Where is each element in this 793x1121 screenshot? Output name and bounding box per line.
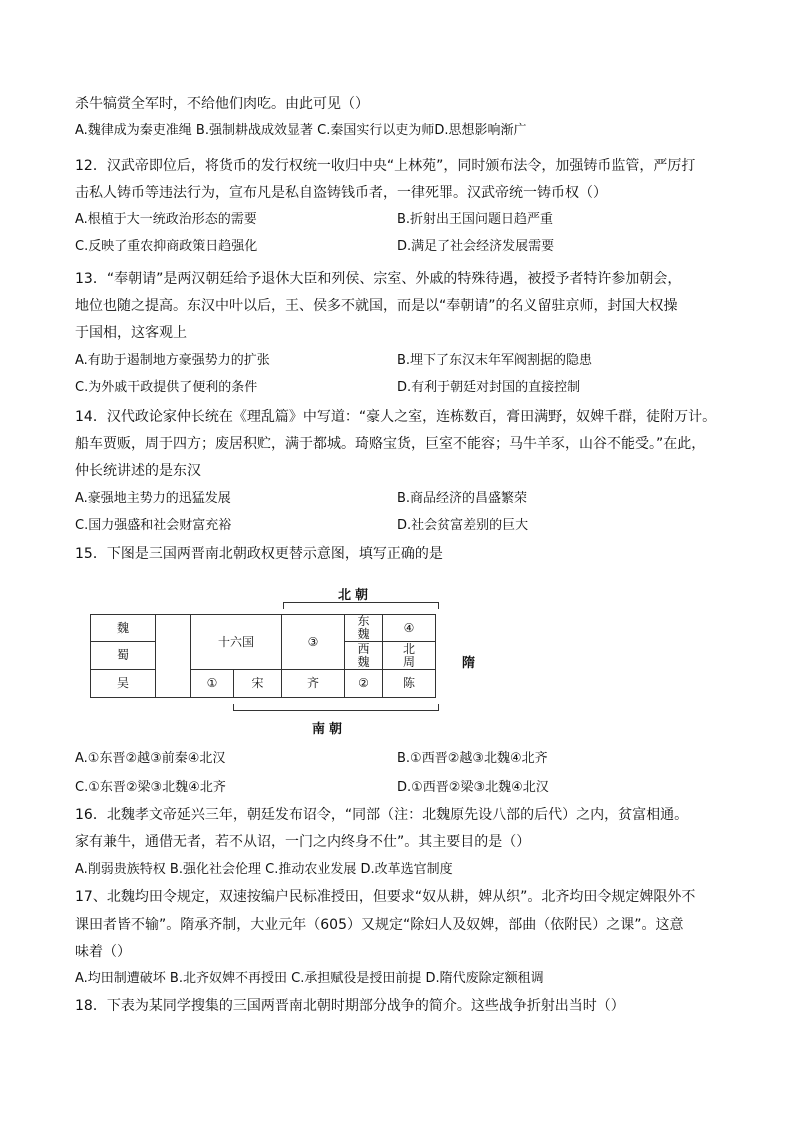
- south-label: 南朝: [312, 722, 347, 737]
- q15-option-c: C.①东晋②梁③北魏④北齐: [75, 780, 226, 795]
- q14-option-a: A.豪强地主势力的迅猛发展: [75, 491, 231, 506]
- wu-cell: 吴: [90, 669, 156, 698]
- blank-4-cell: ④: [382, 614, 436, 642]
- q14-stem-3: 仲长统讲述的是东汉: [75, 463, 201, 479]
- q17-stem-3: 味着（）: [75, 944, 131, 960]
- sixteen-kingdoms-cell: 十六国: [190, 614, 282, 670]
- north-bracket: [283, 602, 439, 609]
- q14-stem-2: 船车贾贩，周于四方；废居积贮，满于都城。琦赂宝货，巨室不能容；马牛羊豕，山谷不能受。”在此，: [75, 436, 706, 452]
- q14-stem-1: 14．汉代政论家仲长统在《理乱篇》中写道：“豪人之室，连栋数百，膏田满野，奴婢千群，徒附万计。: [75, 409, 717, 425]
- q11-options: A.魏律成为秦吏准绳 B.强制耕战成效显著 C.秦国实行以吏为师D.思想影响渐广: [75, 123, 527, 138]
- q18-stem: 18．下表为某同学搜集的三国两晋南北朝时期部分战争的简介。这些战争折射出当时（）: [75, 998, 625, 1014]
- blank-2-cell: ②: [344, 669, 383, 698]
- q12-stem-1: 12．汉武帝即位后，将货币的发行权统一收归中央“上林苑”，同时颁布法令，加强铸币监管，严厉打: [75, 158, 696, 174]
- xiwei-cell: 西 魏: [344, 641, 383, 670]
- q17-stem-2: 课田者皆不输”。隋承齐制，大业元年（605）又规定“除妇人及奴婢，部曲（依附民）之课”。这意: [75, 917, 684, 933]
- q14-option-d: D.社会贫富差别的巨大: [397, 518, 529, 533]
- blank-1-cell: ①: [190, 669, 234, 698]
- q12-option-c: C.反映了重农抑商政策日趋强化: [75, 239, 258, 254]
- q13-stem-1: 13．“奉朝请”是两汉朝廷给予退休大臣和列侯、宗室、外戚的特殊待遇，被授予者特许参加朝会，: [75, 271, 682, 287]
- q12-option-a: A.根植于大一统政治形态的需要: [75, 212, 257, 227]
- q13-stem-2: 地位也随之提高。东汉中叶以后，王、侯多不就国，而是以“奉朝请”的名义留驻京师，封国大权操: [75, 298, 678, 314]
- beizhou-cell: 北 周: [382, 641, 436, 670]
- q17-options: A.均田制遭破坏 B.北齐奴婢不再授田 C.承担赋役是授田前提 D.隋代废除定额租调: [75, 971, 544, 986]
- q16-stem-1: 16．北魏孝文帝延兴三年，朝廷发布诏令，“同部（注：北魏原先设八部的后代）之内，贫富相通。: [75, 807, 689, 823]
- q15-option-d: D.①西晋②梁③北魏④北汉: [397, 780, 549, 795]
- chen-cell: 陈: [382, 669, 436, 698]
- q13-option-a: A.有助于遏制地方豪强势力的扩张: [75, 353, 270, 368]
- q13-stem-3: 于国相，这客观上: [75, 325, 187, 341]
- q13-option-c: C.为外戚干政提供了便利的条件: [75, 380, 258, 395]
- north-label: 北朝: [338, 588, 373, 603]
- q13-option-d: D.有利于朝廷对封国的直接控制: [397, 380, 581, 395]
- q12-option-d: D.满足了社会经济发展需要: [397, 239, 555, 254]
- q16-stem-2: 家有兼牛，通借无者，若不从诏，一门之内终身不仕”。其主要目的是（）: [75, 834, 531, 850]
- dynasty-diagram: [90, 590, 530, 750]
- q16-options: A.削弱贵族特权 B.强化社会伦理 C.推动农业发展 D.改革选官制度: [75, 862, 453, 877]
- q12-option-b: B.折射出王国问题日趋严重: [397, 212, 554, 227]
- shu-cell: 蜀: [90, 641, 156, 670]
- q11-stem-end: 杀牛犒赏全军时，不给他们肉吃。由此可见（）: [75, 96, 369, 112]
- dongwei-cell: 东 魏: [344, 614, 383, 642]
- q15-option-a: A.①东晋②越③前秦④北汉: [75, 751, 226, 766]
- q14-option-c: C.国力强盛和社会财富充裕: [75, 518, 232, 533]
- q13-option-b: B.埋下了东汉末年军阀割据的隐患: [397, 353, 593, 368]
- song-cell: 宋: [233, 669, 282, 698]
- sui-label: 隋: [462, 656, 480, 671]
- qi-cell: 齐: [281, 669, 345, 698]
- q15-option-b: B.①西晋②越③北魏④北齐: [397, 751, 548, 766]
- south-bracket: [233, 704, 439, 711]
- q17-stem-1: 17、北魏均田令规定，双速按编户民标准授田，但要求“奴从耕，婢从织”。北齐均田令规定婢限外不: [75, 889, 696, 905]
- q14-option-b: B.商品经济的昌盛繁荣: [397, 491, 528, 506]
- q12-stem-2: 击私人铸币等违法行为，宣布凡是私自盗铸钱币者，一律死罪。汉武帝统一铸币权（）: [75, 185, 607, 201]
- blank-3-cell: ③: [281, 614, 345, 670]
- wei-cell: 魏: [90, 614, 156, 642]
- q15-stem: 15．下图是三国两晋南北朝政权更替示意图，填写正确的是: [75, 546, 443, 562]
- jin-cell: [155, 614, 191, 698]
